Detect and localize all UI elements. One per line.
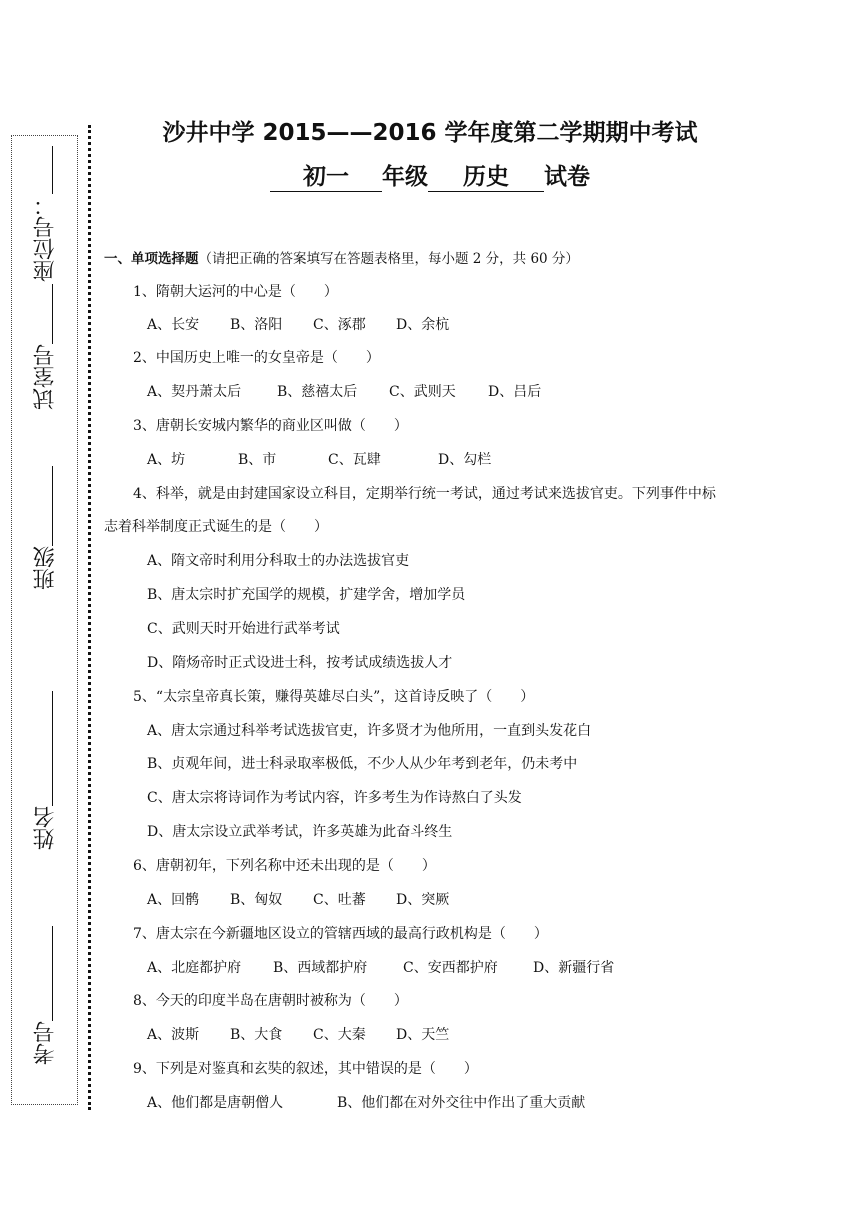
question-9-stem: 9、下列是对鉴真和玄奘的叙述，其中错误的是（ ） bbox=[133, 1061, 478, 1077]
question-3-options bbox=[147, 449, 491, 469]
question-7-stem: 7、唐太宗在今新疆地区设立的管辖西域的最高行政机构是（ ） bbox=[133, 926, 548, 942]
option[interactable]: B、贞观年间，进士科录取率极低，不少人从少年考到老年，仍未考中 bbox=[147, 756, 578, 772]
option[interactable]: A、回鹘 bbox=[147, 892, 200, 908]
option[interactable]: B、唐太宗时扩充国学的规模，扩建学舍，增加学员 bbox=[147, 587, 466, 603]
class-field[interactable] bbox=[12, 466, 79, 590]
option[interactable]: A、长安 bbox=[147, 317, 200, 333]
question-7-options bbox=[147, 957, 614, 977]
question-6-options bbox=[147, 889, 449, 909]
option[interactable]: A、隋文帝时利用分科取士的办法选拔官吏 bbox=[147, 553, 410, 569]
option[interactable]: A、他们都是唐朝僧人 bbox=[147, 1095, 284, 1111]
question-1-stem: 1、隋朝大运河的中心是（ ） bbox=[133, 284, 338, 300]
option[interactable]: D、勾栏 bbox=[438, 452, 492, 468]
option[interactable]: B、西域都护府 bbox=[273, 960, 368, 976]
class-label: 班级 bbox=[32, 546, 58, 590]
option[interactable]: A、北庭都护府 bbox=[147, 960, 242, 976]
exam-subtitle bbox=[0, 158, 860, 192]
option[interactable]: A、坊 bbox=[147, 452, 186, 468]
option[interactable]: C、唐太宗将诗词作为考试内容，许多考生为作诗熬白了头发 bbox=[147, 790, 522, 806]
section-title: 一、单项选择题 bbox=[104, 251, 199, 267]
room-field[interactable] bbox=[12, 284, 79, 410]
question-1-options bbox=[147, 314, 449, 334]
option[interactable]: D、新疆行省 bbox=[533, 960, 615, 976]
seat-label: 座位号： bbox=[32, 194, 58, 282]
option[interactable]: A、波斯 bbox=[147, 1027, 200, 1043]
option[interactable]: C、安西都护府 bbox=[403, 960, 498, 976]
name-field[interactable] bbox=[12, 691, 79, 850]
option[interactable]: B、洛阳 bbox=[230, 317, 283, 333]
section-heading bbox=[104, 247, 579, 267]
option[interactable]: A、契丹萧太后 bbox=[147, 384, 242, 400]
option[interactable]: C、大秦 bbox=[313, 1027, 366, 1043]
option[interactable]: B、匈奴 bbox=[230, 892, 283, 908]
option[interactable]: A、唐太宗通过科举考试选拔官吏，许多贤才为他所用，一直到头发花白 bbox=[147, 723, 592, 739]
option[interactable]: C、瓦肆 bbox=[328, 452, 381, 468]
exam-title: 沙井中学 2015——2016 学年度第二学期期中考试 bbox=[162, 120, 698, 146]
option[interactable]: C、武则天 bbox=[389, 384, 456, 400]
question-2-stem: 2、中国历史上唯一的女皇帝是（ ） bbox=[133, 350, 380, 366]
question-8-stem: 8、今天的印度半岛在唐朝时被称为（ ） bbox=[133, 993, 408, 1009]
option[interactable]: C、吐蕃 bbox=[313, 892, 366, 908]
exam-no-label: 考号 bbox=[32, 1021, 58, 1065]
option[interactable]: D、吕后 bbox=[488, 384, 542, 400]
option[interactable]: D、余杭 bbox=[396, 317, 450, 333]
question-2-options bbox=[147, 381, 541, 401]
option[interactable]: B、他们都在对外交往中作出了重大贡献 bbox=[337, 1095, 586, 1111]
question-9-options bbox=[147, 1092, 585, 1112]
option[interactable]: B、慈禧太后 bbox=[277, 384, 358, 400]
question-5-stem: 5、“太宗皇帝真长策，赚得英雄尽白头”，这首诗反映了（ ） bbox=[133, 689, 535, 705]
question-6-stem: 6、唐朝初年，下列名称中还未出现的是（ ） bbox=[133, 858, 436, 874]
option[interactable]: D、天竺 bbox=[396, 1027, 450, 1043]
seal-line bbox=[88, 125, 91, 1110]
option[interactable]: B、大食 bbox=[230, 1027, 283, 1043]
section-note: （请把正确的答案填写在答题表格里，每小题 2 分，共 60 分） bbox=[198, 251, 579, 267]
option[interactable]: C、武则天时开始进行武举考试 bbox=[147, 621, 340, 637]
exam-no-field[interactable] bbox=[12, 926, 79, 1065]
name-label: 姓名 bbox=[32, 806, 58, 850]
question-8-options bbox=[147, 1024, 449, 1044]
subject-blank: 历史 bbox=[428, 158, 544, 192]
option[interactable]: D、隋炀帝时正式设进士科，按考试成绩选拔人才 bbox=[147, 655, 453, 671]
option[interactable]: B、市 bbox=[238, 452, 277, 468]
binding-strip bbox=[11, 135, 78, 1105]
option[interactable]: D、突厥 bbox=[396, 892, 450, 908]
option[interactable]: D、唐太宗设立武举考试，许多英雄为此奋斗终生 bbox=[147, 824, 453, 840]
room-label: 试室号 bbox=[32, 344, 58, 410]
grade-blank: 初一 bbox=[270, 158, 382, 192]
question-3-stem: 3、唐朝长安城内繁华的商业区叫做（ ） bbox=[133, 418, 408, 434]
question-4-stem: 4、科举，就是由封建国家设立科目，定期举行统一考试，通过考试来选拔官吏。下列事件中标 bbox=[133, 486, 716, 502]
option[interactable]: C、涿郡 bbox=[313, 317, 366, 333]
question-4-stem-cont: 志着科举制度正式诞生的是（ ） bbox=[104, 519, 328, 535]
grade-suffix: 年级 bbox=[382, 164, 428, 190]
paper-word: 试卷 bbox=[544, 164, 590, 190]
